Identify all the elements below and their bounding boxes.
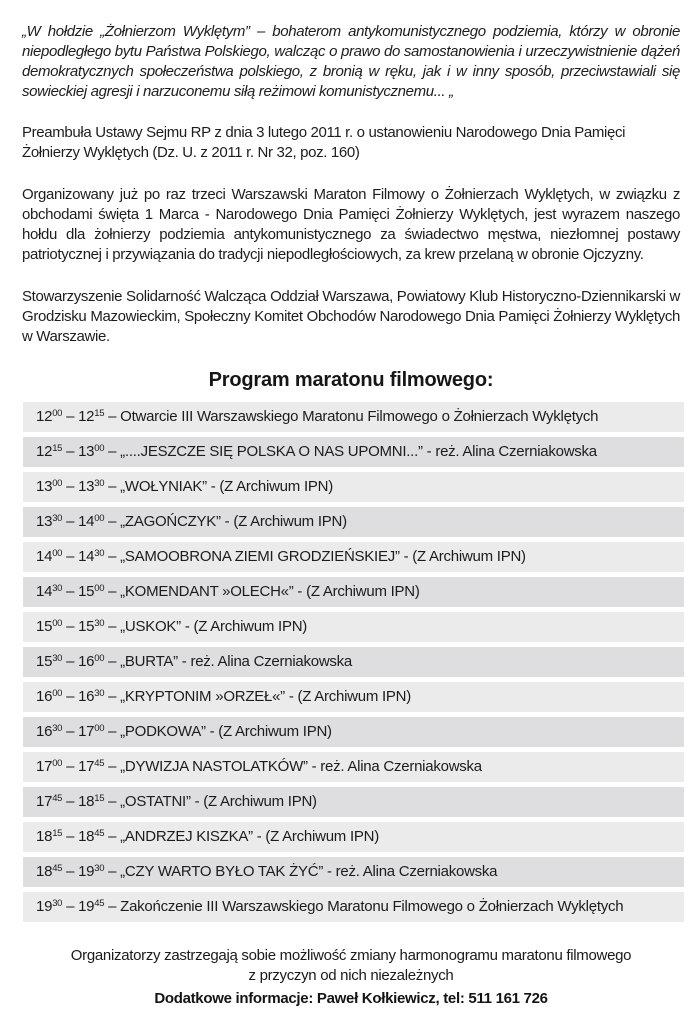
associations-paragraph: Stowarzyszenie Solidarność Walcząca Oddział Warszawa, Powiatowy Klub Historyczno-Dziennikarski w Grodzisku Mazowieckim, Społeczny Komitet Obchodów Narodowego Dnia Pamięci Żołnierzy Wyklętych w Warszawie. (22, 288, 680, 345)
schedule-row: $13^{00} - 13^{30}$ – „WOŁYNIAK” - (Z Archiwum IPN) (23, 472, 684, 502)
preamble-text: Preambuła Ustawy Sejmu RP z dnia 3 lutego 2011 r. o ustanowieniu Narodowego Dnia Pamięci Żołnierzy Wyklętych (Dz. U. z 2011 r. Nr 32, poz. 160) (22, 124, 626, 161)
schedule-row: $17^{00} - 17^{45}$ – „DYWIZJA NASTOLATKÓW” - reż. Alina Czerniakowska (23, 752, 684, 782)
schedule-row: $12^{15} - 13^{00}$ – „....JESZCZE SIĘ POLSKA O NAS UPOMNI...” - reż. Alina Czerniakowska (23, 437, 684, 467)
schedule-row: $18^{45} - 19^{30}$ – „CZY WARTO BYŁO TAK ŻYĆ” - reż. Alina Czerniakowska (23, 857, 684, 887)
footer-note-line1: Organizatorzy zastrzegają sobie możliwość zmiany harmonogramu maratonu filmowego (70, 947, 632, 964)
intro-quote: „W hołdzie „Żołnierzom Wyklętym” – bohaterom antykomunistycznego podziemia, którzy w obronie niepodległego bytu Państwa Polskiego, walcząc o prawo do samostanowienia i urzeczywistnienie dążeń demokratycznych społeczeństwa polskiego, z bronią w ręku, jak i w inny sposób, przeciwstawiali się sowieckiej agresji i narzuconemu siłą reżimowi komunistycznemu... „ (22, 23, 680, 100)
schedule-row: $19^{30} - 19^{45}$ – Zakończenie III Warszawskiego Maratonu Filmowego o Żołnierzach Wyklętych (23, 892, 684, 922)
schedule-row: $16^{00} - 16^{30}$ – „KRYPTONIM »ORZEŁ«” - (Z Archiwum IPN) (23, 682, 684, 712)
program-heading: Program maratonu filmowego: (208, 369, 494, 391)
schedule-row: $18^{15} - 18^{45}$ – „ANDRZEJ KISZKA” - (Z Archiwum IPN) (23, 822, 684, 852)
footer-note-line2: z przyczyn od nich niezależnych (248, 967, 454, 984)
footer-note (22, 946, 680, 986)
organizers-paragraph: Organizowany już po raz trzeci Warszawski Maraton Filmowy o Żołnierzach Wyklętych, w związku z obchodami święta 1 Marca - Narodowego Dnia Pamięci Żołnierzy Wyklętych, jest wyrazem naszego hołdu dla żołnierzy podziemia antykomunistycznego za świadectwo męstwa, niezłomnej postawy patriotycznej i przywiązania do tradycji niepodległościowych, za krew przelaną w obronie Ojczyzny. (22, 186, 680, 263)
schedule-row: $14^{00} - 14^{30}$ – „SAMOOBRONA ZIEMI GRODZIEŃSKIEJ” - (Z Archiwum IPN) (23, 542, 684, 572)
schedule-row: $17^{45} - 18^{15}$ – „OSTATNI” - (Z Archiwum IPN) (23, 787, 684, 817)
schedule-list (23, 402, 684, 922)
schedule-row: $15^{30} - 16^{00}$ – „BURTA” - reż. Alina Czerniakowska (23, 647, 684, 677)
schedule-row: $15^{00} - 15^{30}$ – „USKOK” - (Z Archiwum IPN) (23, 612, 684, 642)
schedule-row: $14^{30} - 15^{00}$ – „KOMENDANT »OLECH«” - (Z Archiwum IPN) (23, 577, 684, 607)
schedule-row: $13^{30} - 14^{00}$ – „ZAGOŃCZYK” - (Z Archiwum IPN) (23, 507, 684, 537)
schedule-row: $12^{00} - 12^{15}$ – Otwarcie III Warszawskiego Maratonu Filmowego o Żołnierzach Wyklętych (23, 402, 684, 432)
footer-contact: Dodatkowe informacje: Paweł Kołkiewicz, tel: 511 161 726 (154, 990, 548, 1007)
schedule-row: $16^{30} - 17^{00}$ – „PODKOWA” - (Z Archiwum IPN) (23, 717, 684, 747)
